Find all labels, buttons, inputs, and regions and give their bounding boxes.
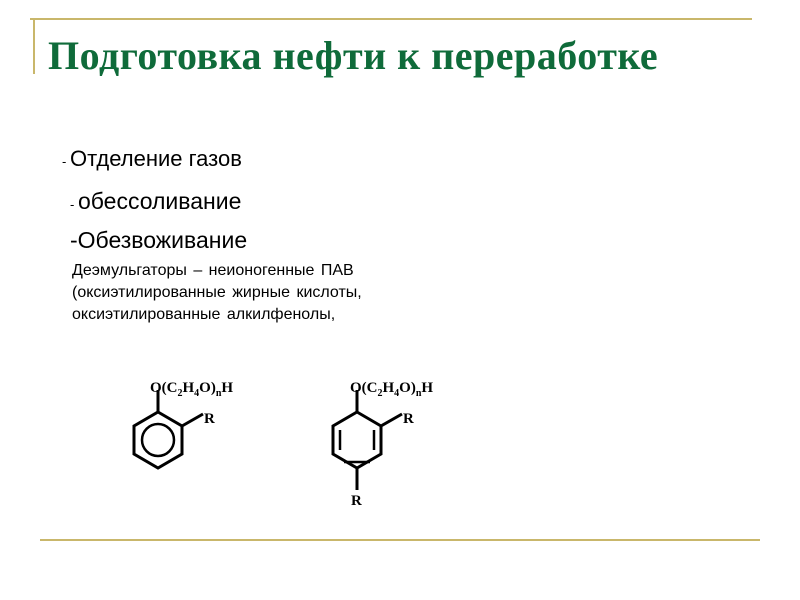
bond <box>182 414 203 426</box>
ortho-substituent-label: R <box>403 411 414 427</box>
note-line: Деэмульгаторы – неионогенные ПАВ <box>72 262 354 279</box>
bullet-text: обессоливание <box>77 188 242 214</box>
ethoxylate-group-label: $O(C_2H_4O)_nH$ <box>150 380 234 399</box>
bottom-divider <box>40 539 760 541</box>
ortho-substituent-label: R <box>204 411 215 427</box>
ethoxylate-group-label: $O(C_2H_4O)_nH$ <box>350 380 434 399</box>
slide-title: Подготовка нефти к переработке <box>48 33 659 78</box>
bond <box>381 414 402 426</box>
structure-alkylphenol-ethoxylate <box>134 380 233 468</box>
bullet-dash: - <box>62 154 70 169</box>
note-line: (оксиэтилированные жирные кислоты, <box>72 284 362 301</box>
structure-dialkylphenol-ethoxylate <box>333 380 433 509</box>
bullet-item-dehydration: -Обезвоживание <box>70 227 248 253</box>
bullet-text: Отделение газов <box>69 146 242 171</box>
note-line: оксиэтилированные алкилфенолы, <box>72 306 336 323</box>
aromatic-circle <box>142 424 174 456</box>
bullet-dash: - <box>70 197 78 212</box>
para-substituent-label: R <box>351 493 362 509</box>
